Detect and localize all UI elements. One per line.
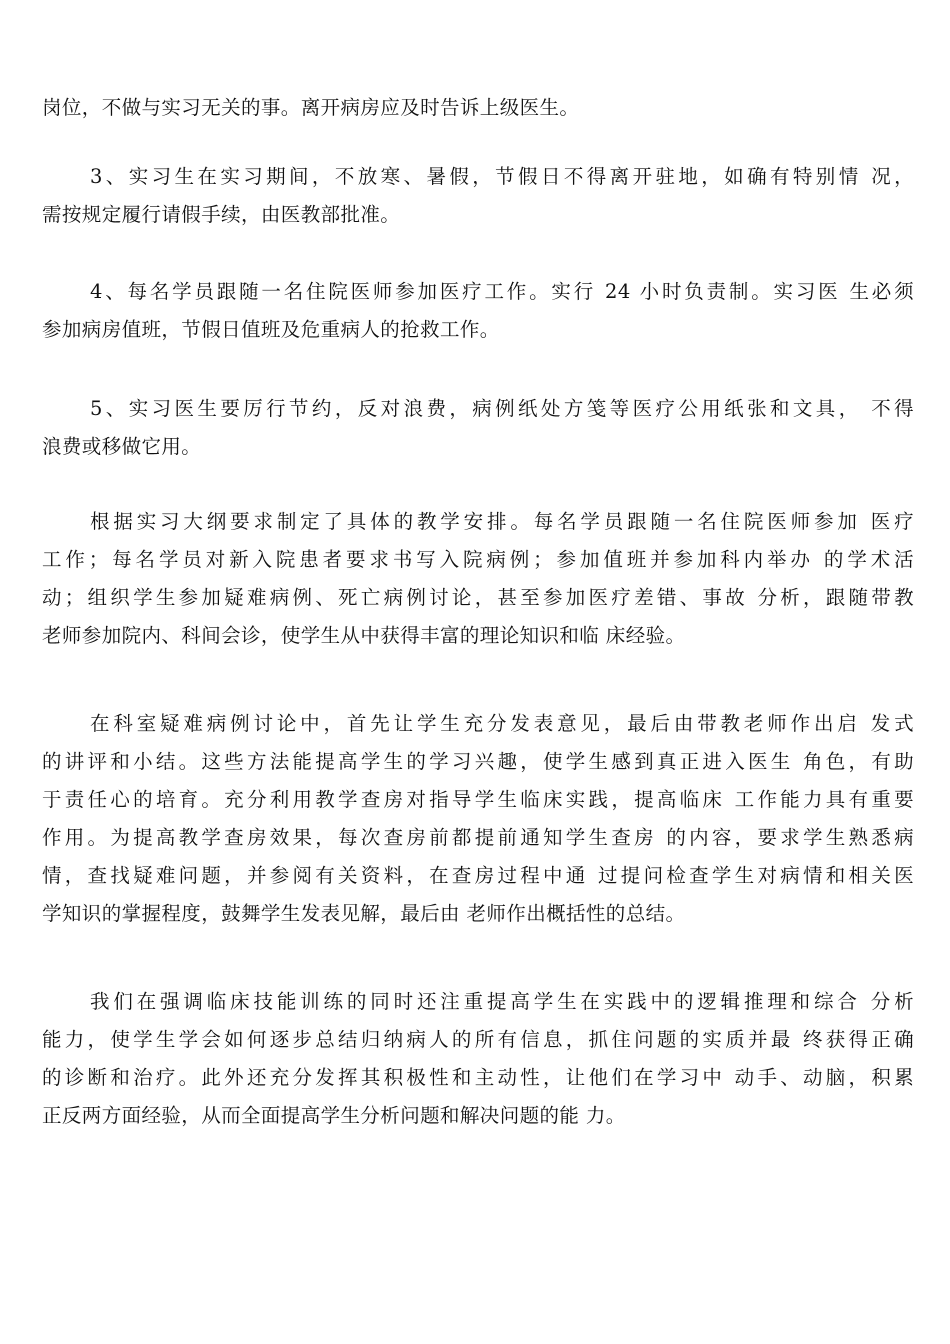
text-line: 的讲评和小结。这些方法能提高学生的学习兴趣，使学生感到真正进入医生 角色，有助 xyxy=(42,750,914,773)
text-line: 4、每名学员跟随一名住院医师参加医疗工作。实行 24 小时负责制。实习医 生必须 xyxy=(90,280,914,303)
text-line: 的诊断和治疗。此外还充分发挥其积极性和主动性，让他们在学习中 动手、动脑，积累 xyxy=(42,1066,914,1089)
text-line: 于责任心的培育。充分利用教学查房对指导学生临床实践，提高临床 工作能力具有重要 xyxy=(42,788,914,811)
text-line: 正反两方面经验，从而全面提高学生分析问题和解决问题的能 力。 xyxy=(42,1104,626,1127)
text-line: 3、实习生在实习期间，不放寒、暑假，节假日不得离开驻地，如确有特别情 况， xyxy=(90,165,914,188)
paragraph-case-discussion xyxy=(42,705,914,933)
paragraph-rule-4 xyxy=(42,273,914,349)
text-line: 老师参加院内、科间会诊，使学生从中获得丰富的理论知识和临 床经验。 xyxy=(42,624,686,647)
text-line: 工作；每名学员对新入院患者要求书写入院病例；参加值班并参加科内举办 的学术活 xyxy=(42,548,914,571)
text-line: 学知识的掌握程度，鼓舞学生发表见解，最后由 老师作出概括性的总结。 xyxy=(42,902,686,925)
text-line: 我们在强调临床技能训练的同时还注重提高学生在实践中的逻辑推理和综合 分析 xyxy=(90,990,914,1013)
text-line: 需按规定履行请假手续，由医教部批准。 xyxy=(42,203,401,226)
paragraph-rule-5 xyxy=(42,390,914,466)
text-line: 能力，使学生学会如何逐步总结归纳病人的所有信息，抓住问题的实质并最 终获得正确 xyxy=(42,1028,914,1051)
paragraph-1 xyxy=(42,89,914,127)
text-line: 参加病房值班，节假日值班及危重病人的抢救工作。 xyxy=(42,318,500,341)
paragraph-rule-3 xyxy=(42,158,914,234)
text-line: 根据实习大纲要求制定了具体的教学安排。每名学员跟随一名住院医师参加 医疗 xyxy=(90,510,914,533)
text-line: 岗位，不做与实习无关的事。离开病房应及时告诉上级医生。 xyxy=(42,96,580,119)
text-line: 在科室疑难病例讨论中，首先让学生充分发表意见，最后由带教老师作出启 发式 xyxy=(90,712,914,735)
text-line: 情，查找疑难问题，并参阅有关资料，在查房过程中通 过提问检查学生对病情和相关医 xyxy=(42,864,914,887)
paragraph-teaching-arrangement xyxy=(42,503,914,655)
text-line: 动；组织学生参加疑难病例、死亡病例讨论，甚至参加医疗差错、事故 分析，跟随带教 xyxy=(42,586,914,609)
paragraph-clinical-skills xyxy=(42,983,914,1135)
text-line: 浪费或移做它用。 xyxy=(42,435,202,458)
text-line: 作用。为提高教学查房效果，每次查房前都提前通知学生查房 的内容，要求学生熟悉病 xyxy=(42,826,914,849)
text-line: 5、实习医生要厉行节约，反对浪费，病例纸处方笺等医疗公用纸张和文具， 不得 xyxy=(90,397,914,420)
